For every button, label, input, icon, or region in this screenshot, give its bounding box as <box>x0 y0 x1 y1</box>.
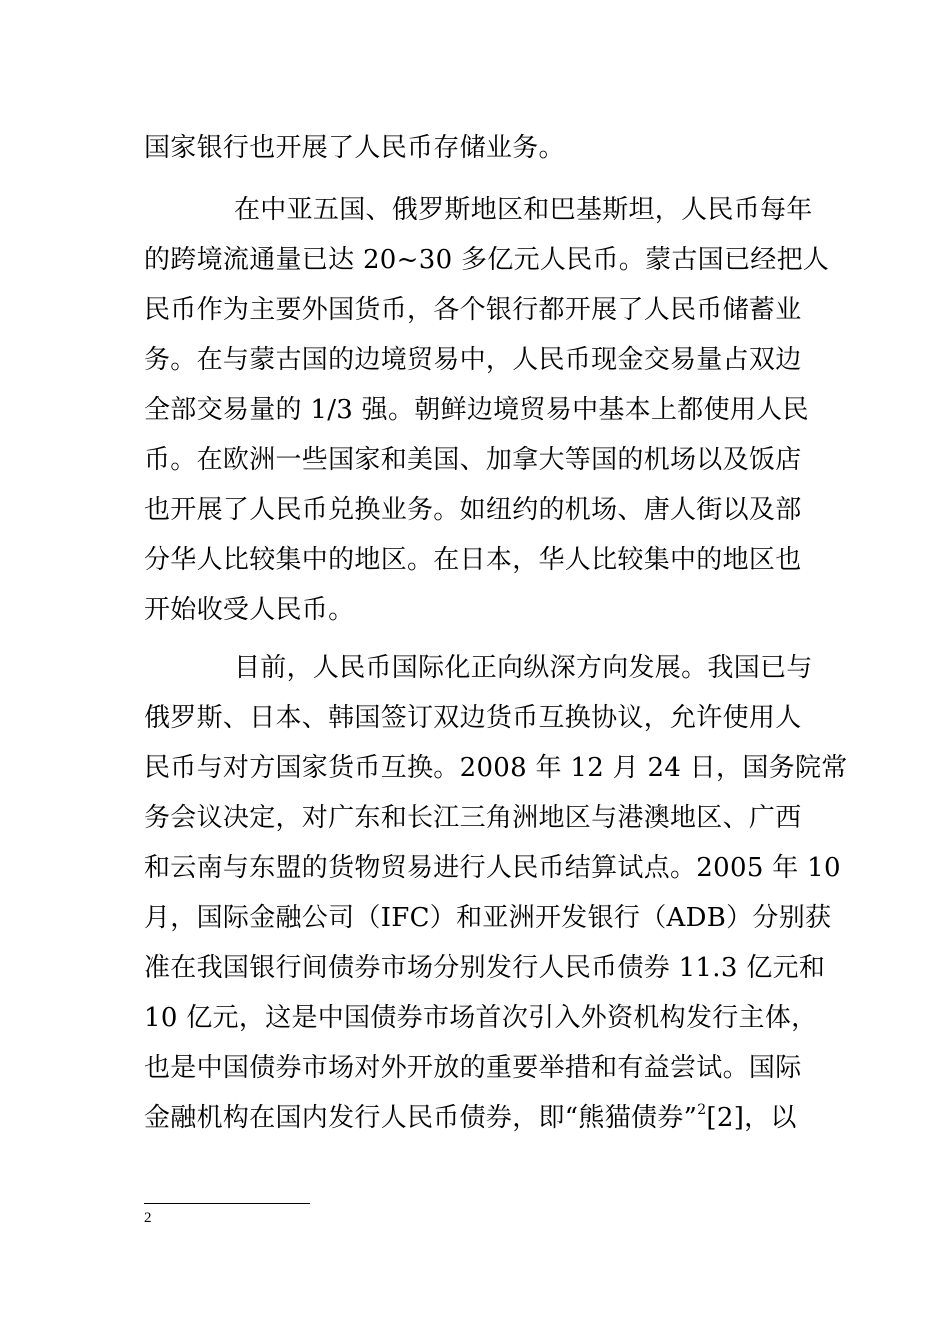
paragraph-3-line-5: 和云南与东盟的货物贸易进行人民币结算试点。2005 年 10 <box>144 853 841 883</box>
footnote-reference[interactable]: 2 <box>697 1102 707 1118</box>
paragraph-2-line-1: 在中亚五国、俄罗斯地区和巴基斯坦，人民币每年 <box>234 195 813 225</box>
footnote-number: 2 <box>144 1210 152 1226</box>
paragraph-3-line-10-text: 金融机构在国内发行人民币债券，即“熊猫债券” <box>144 1103 698 1133</box>
paragraph-3-line-2: 俄罗斯、日本、韩国签订双边货币互换协议，允许使用人 <box>144 703 802 733</box>
paragraph-3-line-1: 目前，人民币国际化正向纵深方向发展。我国已与 <box>234 653 813 683</box>
paragraph-2-line-4: 务。在与蒙古国的边境贸易中，人民币现金交易量占双边 <box>144 345 802 375</box>
paragraph-2-line-2: 的跨境流通量已达 20~30 多亿元人民币。蒙古国已经把人 <box>144 245 830 275</box>
paragraph-1-line-1: 国家银行也开展了人民币存储业务。 <box>144 133 565 163</box>
paragraph-2-line-8: 分华人比较集中的地区。在日本，华人比较集中的地区也 <box>144 545 802 575</box>
paragraph-2-line-6: 币。在欧洲一些国家和美国、加拿大等国的机场以及饭店 <box>144 445 802 475</box>
paragraph-3-line-10-tail: [2]，以 <box>706 1103 797 1133</box>
footnote-separator <box>144 1203 310 1204</box>
paragraph-3-line-10 <box>144 1101 824 1135</box>
paragraph-3-line-3: 民币与对方国家货币互换。2008 年 12 月 24 日，国务院常 <box>144 753 848 783</box>
paragraph-3-line-7: 准在我国银行间债券市场分别发行人民币债券 11.3 亿元和 <box>144 953 826 983</box>
paragraph-3-line-9: 也是中国债券市场对外开放的重要举措和有益尝试。国际 <box>144 1053 802 1083</box>
paragraph-3-line-8: 10 亿元，这是中国债券市场首次引入外资机构发行主体， <box>144 1003 818 1033</box>
paragraph-2-line-3: 民币作为主要外国货币，各个银行都开展了人民币储蓄业 <box>144 295 802 325</box>
paragraph-3-line-4: 务会议决定，对广东和长江三角洲地区与港澳地区、广西 <box>144 803 802 833</box>
paragraph-2-line-5: 全部交易量的 1/3 强。朝鲜边境贸易中基本上都使用人民 <box>144 395 809 425</box>
paragraph-2-line-7: 也开展了人民币兑换业务。如纽约的机场、唐人街以及部 <box>144 495 802 525</box>
paragraph-2-line-9: 开始收受人民币。 <box>144 595 355 625</box>
paragraph-3-line-6: 月，国际金融公司（IFC）和亚洲开发银行（ADB）分别获 <box>144 903 832 933</box>
